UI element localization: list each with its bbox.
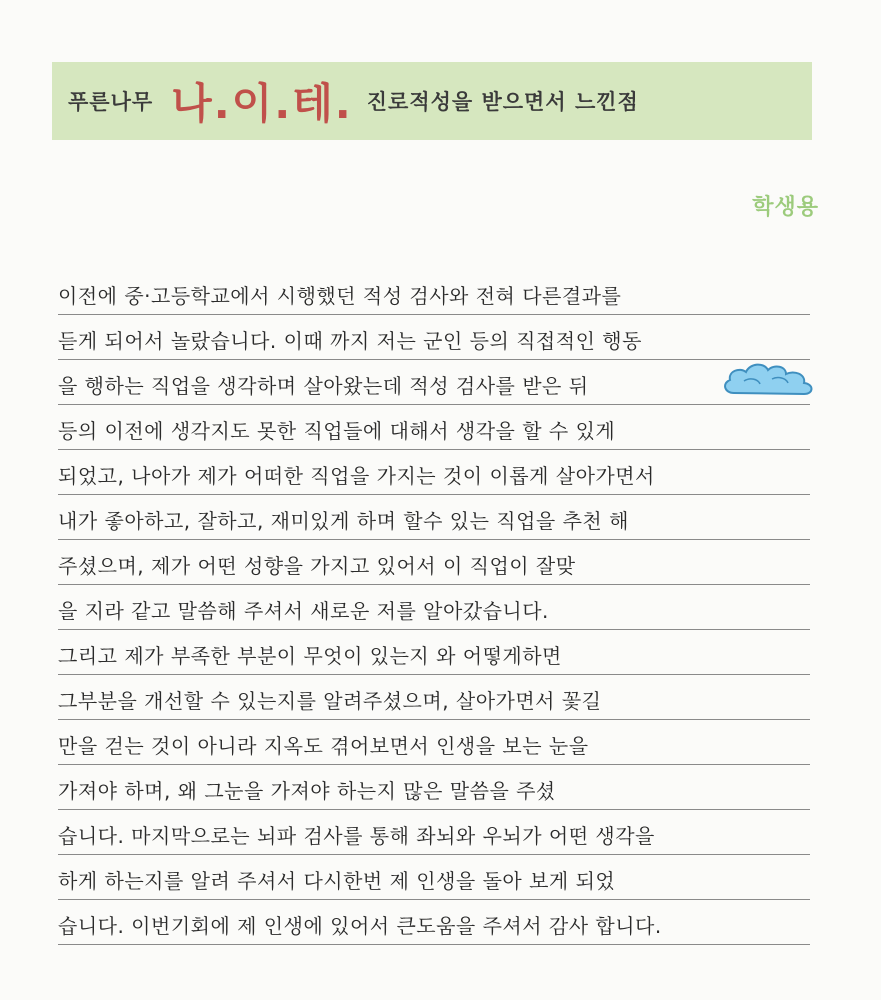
- essay-line-text: 듣게 되어서 놀랐습니다. 이때 까지 저는 군인 등의 직접적인 행동: [58, 329, 642, 353]
- essay-line: [58, 315, 810, 360]
- essay-line: [58, 450, 810, 495]
- banner-suffix: 진로적성을 받으면서 느낀점: [366, 90, 639, 114]
- essay-line-text: 습니다. 마지막으로는 뇌파 검사를 통해 좌뇌와 우뇌가 어떤 생각을: [58, 824, 655, 848]
- banner-brand: 나.이.테.: [171, 79, 353, 128]
- essay-line-text: 습니다. 이번기회에 제 인생에 있어서 큰도움을 주셔서 감사 합니다.: [58, 914, 662, 938]
- audience-label: 학생용: [752, 195, 819, 220]
- cloud-icon: [720, 357, 816, 399]
- essay-line: [58, 495, 810, 540]
- essay-line: [58, 900, 810, 945]
- essay-line-text: 만을 걷는 것이 아니라 지옥도 겪어보면서 인생을 보는 눈을: [58, 734, 589, 758]
- essay-line-text: 내가 좋아하고, 잘하고, 재미있게 하며 할수 있는 직업을 추천 해: [58, 509, 629, 533]
- essay-line: [58, 270, 810, 315]
- essay-line: [58, 585, 810, 630]
- essay-line-text: 가져야 하며, 왜 그눈을 가져야 하는지 많은 말씀을 주셨: [58, 779, 556, 803]
- essay-line: [58, 810, 810, 855]
- essay-line-text: 을 행하는 직업을 생각하며 살아왔는데 적성 검사를 받은 뒤: [58, 374, 589, 398]
- essay-line-text: 그부분을 개선할 수 있는지를 알려주셨으며, 살아가면서 꽃길: [58, 689, 602, 713]
- essay-line: [58, 630, 810, 675]
- essay-line: [58, 405, 810, 450]
- essay-line-text: 그리고 제가 부족한 부분이 무엇이 있는지 와 어떻게하면: [58, 644, 562, 668]
- essay-line: [58, 720, 810, 765]
- title-banner: [52, 62, 812, 140]
- essay-line-text: 이전에 중·고등학교에서 시행했던 적성 검사와 전혀 다른결과를: [58, 284, 622, 308]
- essay-line: [58, 855, 810, 900]
- essay-line: [58, 540, 810, 585]
- essay-lines: [58, 270, 810, 945]
- essay-line-text: 하게 하는지를 알려 주셔서 다시한번 제 인생을 돌아 보게 되었: [58, 869, 616, 893]
- essay-line-text: 등의 이전에 생각지도 못한 직업들에 대해서 생각을 할 수 있게: [58, 419, 616, 443]
- essay-line-text: 되었고, 나아가 제가 어떠한 직업을 가지는 것이 이롭게 살아가면서: [58, 464, 655, 488]
- essay-line: [58, 675, 810, 720]
- essay-line: [58, 360, 810, 405]
- banner-prefix: 푸른나무: [68, 90, 154, 114]
- essay-line-text: 주셨으며, 제가 어떤 성향을 가지고 있어서 이 직업이 잘맞: [58, 554, 576, 578]
- essay-line: [58, 765, 810, 810]
- essay-line-text: 을 지라 같고 말씀해 주셔서 새로운 저를 알아갔습니다.: [58, 599, 549, 623]
